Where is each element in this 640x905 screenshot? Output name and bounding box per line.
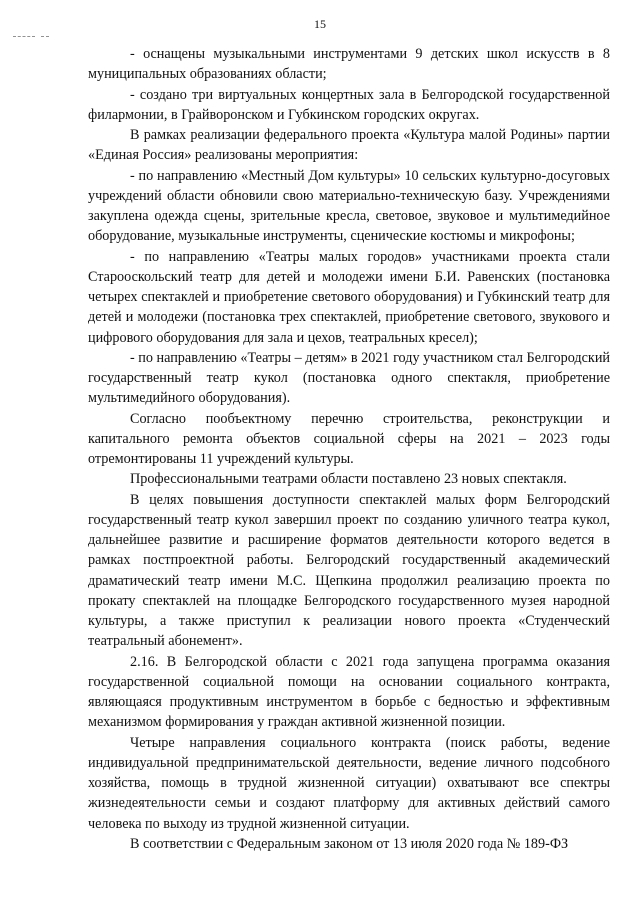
paragraph-small-town-theatres: - по направлению «Театры малых городов» участниками проекта стали Старооскольский театр для детей и молодежи имени Б.И. Равенских (постановка четырех спектаклей и приобретение светового оборудования) и Губкинский театр для детей и молодежи (постановка трех спектаклей, приобретение светового, звукового и цифрового оборудования для зала и цехов, театральных кресел);	[88, 248, 610, 346]
paragraph-new-performances: Профессиональными театрами области поставлено 23 новых спектакля.	[130, 471, 567, 488]
paragraph-theatre-accessibility: В целях повышения доступности спектаклей малых форм Белгородский государственный театр кукол завершил проект по созданию уличного театра кукол, дальнейшее развитие и расширение форматов деятельности которого ведется в рамках постпроектной работы. Белгородский государственный академический драматический театр имени М.С. Щепкина продолжил реализацию проекта по прокату спектаклей на площадке Белгородского государственного музея народной культуры, а также приступил к реализации нового проекта «Студенческий театральный абонемент».	[88, 491, 610, 650]
paragraph-small-homeland-project: В рамках реализации федерального проекта «Культура малой Родины» партии «Единая Россия» реализованы мероприятия:	[88, 127, 610, 164]
paragraph-theatres-for-children: - по направлению «Театры – детям» в 2021 году участником стал Белгородский государственный театр кукол (постановка одного спектакля, приобретение мультимедийного оборудования).	[88, 349, 610, 407]
paragraph-federal-law-reference: В соответствии с Федеральным законом от 13 июля 2020 года № 189-ФЗ	[130, 835, 569, 852]
paragraph-social-contract-directions: Четыре направления социального контракта (поиск работы, ведение индивидуальной предпринимательской деятельности, ведение личного подсобного хозяйства, помощь в трудной жизненной ситуации) охватывают все спектры жизнедеятельности семьи и создают платформу для активных действий самого человека по выходу из трудной жизненной ситуации.	[88, 734, 610, 832]
paragraph-renovated-institutions: Согласно пообъектному перечню строительства, реконструкции и капитального ремонта объектов социальной сферы на 2021 – 2023 годы отремонтированы 11 учреждений культуры.	[88, 410, 610, 467]
document-body	[88, 44, 610, 854]
paragraph-social-contract-program: 2.16. В Белгородской области с 2021 года запущена программа оказания государственной социальной помощи на основании социального контракта, являющаяся продуктивным инструментом в борьбе с бедностью и эффективным механизмом формирования у граждан активной жизненной позиции.	[88, 653, 610, 731]
scan-margin-mark-secondary	[41, 36, 49, 43]
paragraph-schools-equipment: - оснащены музыкальными инструментами 9 детских школ искусств в 8 муниципальных образованиях области;	[88, 46, 610, 83]
paragraph-local-house-of-culture: - по направлению «Местный Дом культуры» 10 сельских культурно-досуговых учреждений области обновили свою материально-техническую базу. Учреждениями закуплена одежда сцены, зрительные кресла, световое, звуковое и мультимедийное оборудование, музыкальные инструменты, сценические костюмы и микрофоны;	[88, 167, 610, 245]
paragraph-virtual-halls: - создано три виртуальных концертных зала в Белгородской государственной филармонии, в Грайворонском и Губкинском городских округах.	[88, 86, 610, 123]
page-number: 15	[314, 17, 326, 31]
scan-margin-mark	[13, 36, 35, 43]
